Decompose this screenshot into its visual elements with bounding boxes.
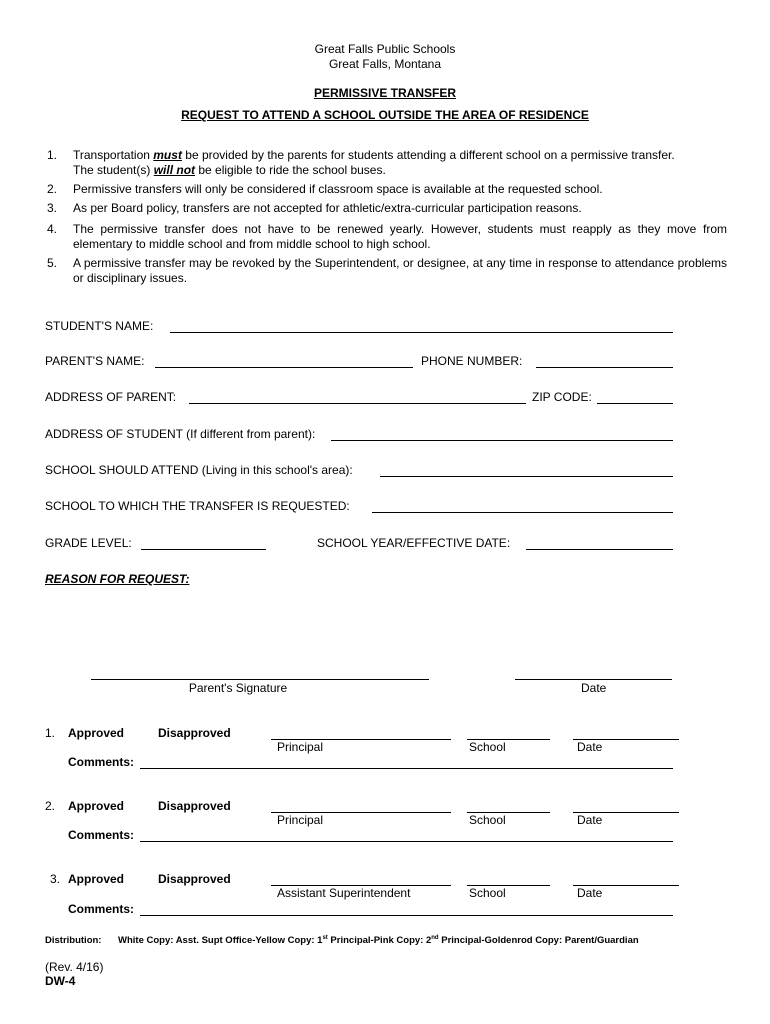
role-label: Principal (277, 740, 324, 754)
principal-signature-line[interactable] (271, 800, 451, 813)
school-transfer-label: SCHOOL TO WHICH THE TRANSFER IS REQUESTED: (45, 499, 350, 513)
distribution-label: Distribution: (45, 935, 102, 946)
distribution-text (118, 935, 639, 946)
school-line[interactable] (467, 727, 550, 740)
rule-text: Permissive transfers will only be considered if classroom space is available at the requested school. (73, 182, 603, 196)
rule-number: 5. (47, 256, 58, 270)
phone-line[interactable] (536, 354, 673, 368)
disapproved-option[interactable]: Disapproved (158, 799, 231, 813)
approval-number: 3. (50, 872, 61, 886)
date-line[interactable] (573, 873, 679, 886)
revision-label: (Rev. 4/16) (45, 960, 104, 974)
school-label: School (469, 813, 506, 827)
comments-label: Comments: (68, 902, 135, 916)
rule-number: 4. (47, 222, 58, 236)
rule-item (47, 148, 727, 180)
rule-text (73, 148, 727, 178)
disapproved-option[interactable]: Disapproved (158, 726, 231, 740)
grade-label: GRADE LEVEL: (45, 536, 132, 550)
comments-label: Comments: (68, 828, 135, 842)
district-name: Great Falls Public Schools (314, 42, 456, 56)
school-should-line[interactable] (380, 463, 673, 477)
form-subtitle: REQUEST TO ATTEND A SCHOOL OUTSIDE THE AREA OF RESIDENCE (181, 108, 589, 122)
school-should-label: SCHOOL SHOULD ATTEND (Living in this school's area): (45, 463, 353, 477)
school-line[interactable] (467, 873, 550, 886)
phone-label: PHONE NUMBER: (421, 354, 523, 368)
address-student-label: ADDRESS OF STUDENT (If different from parent): (45, 427, 316, 441)
rule-number: 1. (47, 148, 58, 162)
principal-signature-line[interactable] (271, 727, 451, 740)
parent-name-line[interactable] (155, 354, 413, 368)
address-student-line[interactable] (331, 427, 673, 441)
parent-name-label: PARENT'S NAME: (45, 354, 145, 368)
approval-number: 1. (45, 726, 56, 740)
student-name-label: STUDENT'S NAME: (45, 319, 154, 333)
distribution-part: Principal-Pink Copy: 2 (327, 935, 432, 947)
signature-date-label: Date (581, 681, 607, 695)
rule-text: As per Board policy, transfers are not accepted for athletic/extra-curricular participation reasons. (73, 201, 582, 215)
role-label: Assistant Superintendent (277, 886, 411, 900)
distribution-part: Principal-Goldenrod Copy: Parent/Guardian (438, 935, 639, 947)
form-id: DW-4 (45, 974, 76, 988)
school-year-label: SCHOOL YEAR/EFFECTIVE DATE: (317, 536, 511, 550)
comments-label: Comments: (68, 755, 135, 769)
approved-option[interactable]: Approved (68, 799, 125, 813)
ordinal-suffix: st (322, 935, 328, 941)
rule-text-part: Transportation (73, 148, 154, 162)
date-line[interactable] (573, 800, 679, 813)
address-parent-line[interactable] (189, 390, 526, 404)
district-city: Great Falls, Montana (328, 57, 442, 71)
rule-number: 3. (47, 201, 58, 215)
rule-text-part: be provided by the parents for students attending a different school on a permissive transfer. (181, 148, 675, 162)
school-year-line[interactable] (526, 536, 673, 550)
approval-number: 2. (45, 799, 56, 813)
grade-line[interactable] (141, 536, 266, 550)
zip-line[interactable] (597, 390, 673, 404)
zip-label: ZIP CODE: (532, 390, 592, 404)
date-line[interactable] (573, 727, 679, 740)
rule-text-part: The student(s) (73, 163, 154, 177)
role-label: Principal (277, 813, 324, 827)
address-parent-label: ADDRESS OF PARENT: (45, 390, 177, 404)
rule-text: The permissive transfer does not have to be renewed yearly. However, students must reapply as they move from elementary to middle school and from middle school to high school. (73, 222, 727, 251)
school-transfer-line[interactable] (372, 499, 673, 513)
rule-number: 2. (47, 182, 58, 196)
asst-supt-signature-line[interactable] (271, 873, 451, 886)
disapproved-option[interactable]: Disapproved (158, 872, 231, 886)
rule-item (47, 182, 727, 198)
rule-item (47, 222, 727, 254)
comments-line[interactable] (140, 902, 673, 916)
date-label: Date (577, 886, 603, 900)
approved-option[interactable]: Approved (68, 726, 125, 740)
school-label: School (469, 886, 506, 900)
comments-line[interactable] (140, 828, 673, 842)
date-label: Date (577, 813, 603, 827)
school-line[interactable] (467, 800, 550, 813)
rule-text-part: be eligible to ride the school buses. (195, 163, 386, 177)
rule-item (47, 256, 727, 288)
rule-emphasis: must (153, 148, 182, 162)
rule-emphasis: will not (153, 163, 196, 177)
distribution-part: White Copy: Asst. Supt Office-Yellow Copy: 1 (118, 935, 323, 947)
signature-date-line[interactable] (515, 667, 672, 680)
parent-signature-label: Parent's Signature (188, 681, 288, 695)
form-title: PERMISSIVE TRANSFER (313, 86, 457, 100)
comments-line[interactable] (140, 755, 673, 769)
rule-text: A permissive transfer may be revoked by the Superintendent, or designee, at any time in response to attendance problems or disciplinary issues. (73, 256, 727, 285)
approved-option[interactable]: Approved (68, 872, 125, 886)
ordinal-suffix: nd (431, 935, 439, 941)
rule-item (47, 201, 727, 217)
parent-signature-line[interactable] (91, 667, 429, 680)
student-name-line[interactable] (170, 319, 673, 333)
school-label: School (469, 740, 506, 754)
date-label: Date (577, 740, 603, 754)
reason-label: REASON FOR REQUEST: (45, 572, 190, 586)
reason-area[interactable] (45, 592, 673, 662)
